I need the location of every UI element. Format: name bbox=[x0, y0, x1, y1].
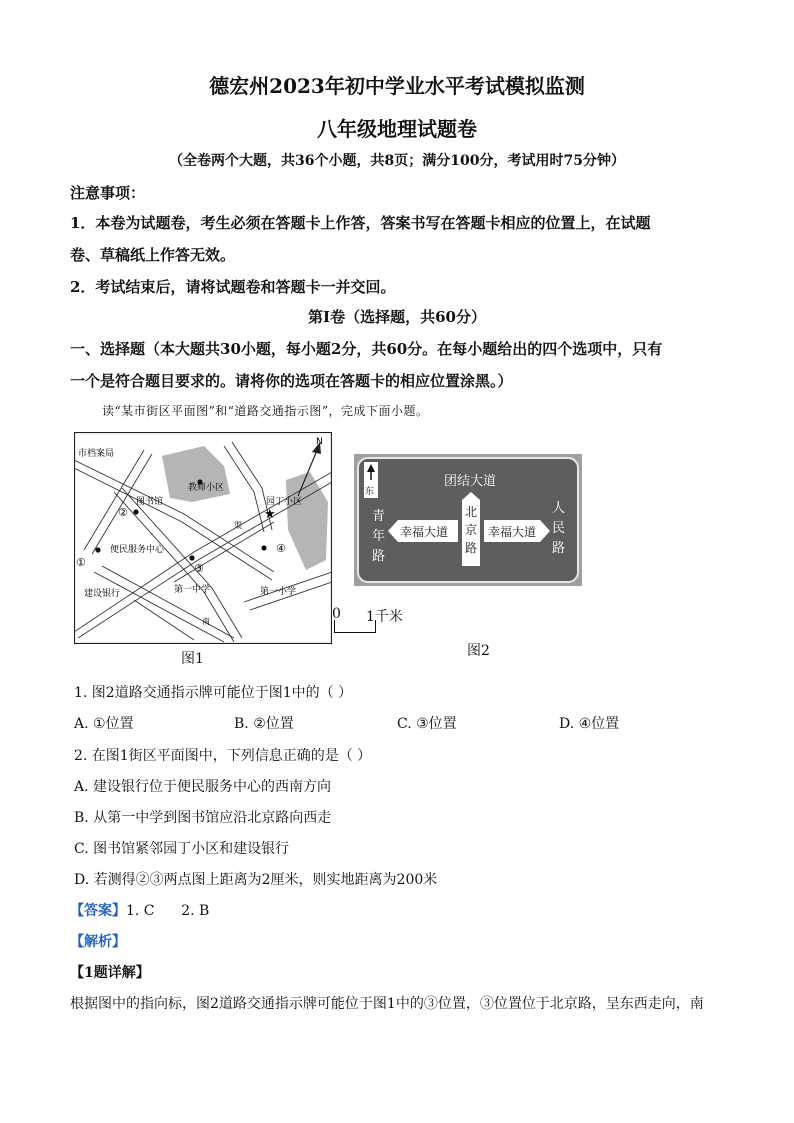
road-sign-figure bbox=[354, 454, 582, 586]
point-marker bbox=[189, 555, 194, 560]
north-label: N bbox=[316, 437, 323, 447]
label-teacher-district: 教师小区 bbox=[188, 483, 225, 493]
exam-info: （全卷两个大题，共36个小题，共8页；满分100分，考试用时75分钟） bbox=[169, 153, 625, 169]
sign-top-road: 团结大道 bbox=[444, 474, 497, 489]
point-marker bbox=[95, 547, 100, 552]
part-title: 第Ⅰ卷（选择题，共60分） bbox=[308, 308, 486, 326]
q2-stem: 2. 在图1街区平面图中，下列信息正确的是（ ） bbox=[74, 748, 372, 764]
scale-bar bbox=[334, 620, 376, 633]
answer-content: 1. C 2. B bbox=[126, 903, 210, 919]
label-pos3: ③ bbox=[194, 562, 204, 575]
section1-line2: 一个是符合题目要求的。请将你的选项在答题卡的相应位置涂黑。） bbox=[70, 372, 513, 390]
notes-item1-line2: 卷、草稿纸上作答无效。 bbox=[70, 246, 236, 264]
sign-left-branch: 幸福大道 bbox=[400, 525, 449, 539]
street-map-figure bbox=[74, 432, 332, 644]
sign-center-road-2: 京 bbox=[465, 523, 478, 537]
sign-left-road-1: 青 bbox=[372, 509, 386, 524]
scale-zero: 0 bbox=[332, 606, 341, 622]
answer-tag: 【答案】 bbox=[70, 903, 126, 919]
label-pos2: ② bbox=[118, 506, 128, 519]
label-bank: 建设银行 bbox=[84, 589, 121, 599]
label-pos4: ④ bbox=[276, 542, 286, 555]
sign-right-road-1: 人 bbox=[552, 501, 566, 516]
document-title: 德宏州2023年初中学业水平考试模拟监测 bbox=[209, 74, 585, 98]
detail-text: 根据图中的指向标，图2道路交通指示牌可能位于图1中的③位置，③位置位于北京路，呈东西走向，南 bbox=[70, 996, 704, 1012]
section1-line1: 一、选择题（本大题共30小题，每小题2分，共60分。在每小题给出的四个选项中，只有 bbox=[70, 340, 663, 358]
point-marker bbox=[133, 509, 138, 514]
sign-center-road-1: 北 bbox=[465, 505, 478, 519]
label-pos1: ① bbox=[76, 556, 86, 569]
scale-unit: 1千米 bbox=[366, 609, 403, 625]
sign-right-road-3: 路 bbox=[552, 541, 566, 556]
q1-option-a: A. ①位置 bbox=[74, 716, 134, 732]
q2-option-c: C. 图书馆紧邻园丁小区和建设银行 bbox=[74, 841, 290, 857]
q1-option-d: D. ④位置 bbox=[559, 716, 620, 732]
label-south-char: 南 bbox=[202, 617, 210, 626]
q1-option-c: C. ③位置 bbox=[397, 716, 457, 732]
sign-right-branch: 幸福大道 bbox=[488, 525, 537, 539]
q1-stem: 1. 图2道路交通指示牌可能位于图1中的（ ） bbox=[74, 685, 353, 701]
sign-left-road-3: 路 bbox=[372, 549, 386, 564]
sign-left-road-2: 年 bbox=[372, 529, 386, 544]
point-marker bbox=[261, 545, 266, 550]
star-icon: ★ bbox=[264, 507, 276, 522]
sign-center-road-3: 路 bbox=[465, 541, 478, 555]
q2-option-b: B. 从第一中学到图书馆应沿北京路向西走 bbox=[74, 810, 332, 826]
sign-right-road-2: 民 bbox=[552, 521, 566, 536]
label-service-center: 便民服务中心 bbox=[110, 545, 165, 555]
figure2-caption: 图2 bbox=[467, 643, 490, 659]
q2-option-a: A. 建设银行位于便民服务中心的西南方向 bbox=[74, 779, 332, 795]
notes-item2: 2．考试结束后，请将试题卷和答题卡一并交回。 bbox=[70, 278, 396, 296]
answer-line bbox=[70, 900, 209, 920]
label-school2: 第一小学 bbox=[260, 587, 297, 597]
label-school1: 第一中学 bbox=[174, 585, 211, 595]
document-subtitle: 八年级地理试题卷 bbox=[317, 117, 477, 141]
q2-option-d: D. 若测得②③两点图上距离为2厘米，则实地距离为200米 bbox=[74, 872, 438, 888]
label-ditch: 渠 bbox=[234, 521, 242, 530]
analysis-tag: 【解析】 bbox=[70, 934, 126, 950]
intro-text: 读“某市街区平面图”和“道路交通指示图”，完成下面小题。 bbox=[102, 404, 429, 418]
label-archives: 市档案局 bbox=[78, 449, 115, 459]
detail-tag: 【1题详解】 bbox=[70, 965, 150, 981]
notes-heading: 注意事项： bbox=[70, 184, 146, 202]
figure1-caption: 图1 bbox=[181, 651, 204, 667]
notes-item1-line1: 1．本卷为试题卷，考生必须在答题卡上作答，答案书写在答题卡相应的位置上，在试题 bbox=[70, 214, 651, 232]
compass-east-label: 东 bbox=[365, 487, 375, 497]
label-library: 图书馆 bbox=[136, 497, 164, 507]
q1-option-b: B. ②位置 bbox=[234, 716, 294, 732]
label-gardener-district: 园丁小区 bbox=[266, 497, 303, 507]
